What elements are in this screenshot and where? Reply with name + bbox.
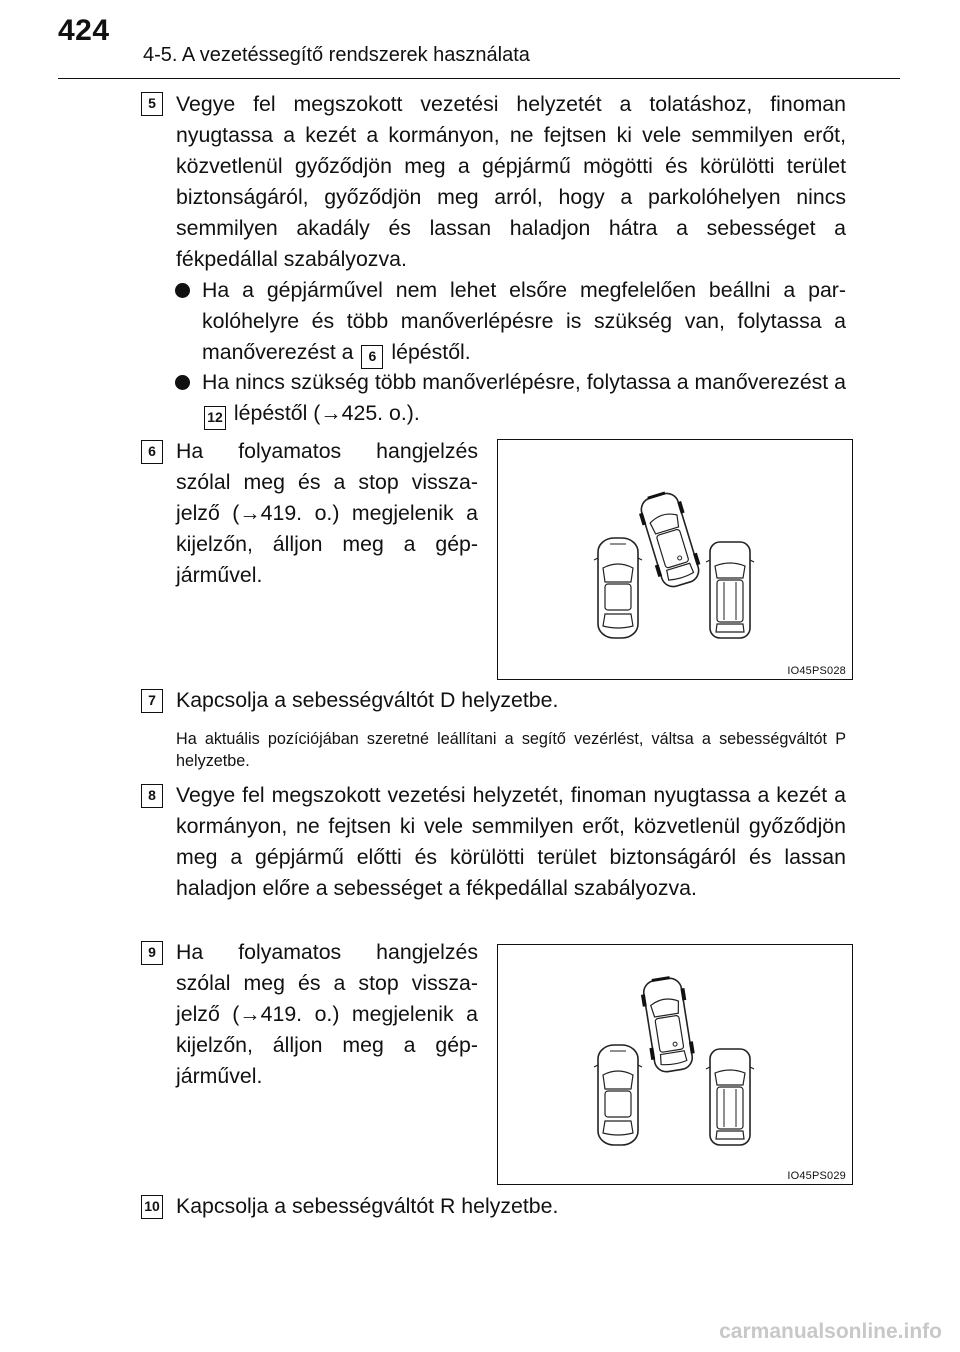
- step-8-marker: 8: [141, 784, 163, 808]
- parking-illustration-1: [498, 440, 852, 679]
- step-ref-6: 6: [361, 345, 383, 369]
- figure-parking-2: [497, 944, 853, 1185]
- page-number: 424: [58, 14, 110, 47]
- step-7-text: Kapcsolja a sebességváltót D helyzetbe.: [176, 688, 559, 712]
- step-5-marker: 5: [141, 92, 163, 116]
- step-5-bullet-2: Ha nincs szükség több manőverlépésre, folytassa a manőverezést a 12 lépéstől (→425. o.).: [202, 367, 846, 430]
- step-9-marker: 9: [141, 941, 163, 965]
- step-7-marker: 7: [141, 689, 163, 713]
- header-rule: [58, 78, 900, 79]
- step-5-bullet-1: Ha a gépjárművel nem lehet elsőre megfelelően beállni a parkolóhelyre és több manőverlépésre is szükség van, folytassa a manőverezést a 6 lépéstől.: [202, 275, 846, 369]
- step-7-note: Ha aktuális pozíciójában szeretné leállítani a segítő vezérlést, váltsa a sebességváltót P helyzetbe.: [176, 730, 846, 770]
- step-6-marker: 6: [141, 440, 163, 464]
- step-5-text: Vegye fel megszokott vezetési helyzetét a tolatáshoz, finoman nyugtassa a kezét a kormányon, ne fejtsen ki vele semmilyen erőt, közvetlenül győződjön meg a gépjármű mögötti és körülötti terület biztonságáról, győződjön meg arról, hogy a parkolóhelyen nincs semmilyen akadály és lassan haladjon hátra a sebességet a fékpedállal szabályozva.: [176, 92, 846, 271]
- step-10-text: Kapcsolja a sebességváltót R helyzetbe.: [176, 1194, 559, 1218]
- step-6-text: Ha folyamatos hangjelzés szólal meg és a stop visszajelző (→419. o.) megjelenik a kijelzőn, álljon meg a gépjárművel.: [176, 439, 478, 587]
- watermark: carmanualsonline.info: [719, 1320, 942, 1343]
- section-title: 4-5. A vezetéssegítő rendszerek használata: [143, 44, 530, 66]
- parking-illustration-2: [498, 945, 852, 1184]
- bullet-dot: [175, 283, 190, 298]
- step-10-marker: 10: [141, 1195, 163, 1219]
- step-8-text: Vegye fel megszokott vezetési helyzetét, finoman nyugtassa a kezét a kormányon, ne fejtsen ki vele semmilyen erőt, közvetlenül győződjön meg a gépjármű előtti és körülötti terület biztonságáról és lassan haladjon előre a sebességet a fékpedállal szabályozva.: [176, 783, 846, 900]
- figure-code: IO45PS028: [787, 665, 846, 677]
- figure-parking-1: [497, 439, 853, 680]
- figure-code: IO45PS029: [787, 1170, 846, 1182]
- bullet-dot: [175, 375, 190, 390]
- step-9-text: Ha folyamatos hangjelzés szólal meg és a stop visszajelző (→419. o.) megjelenik a kijelzőn, álljon meg a gépjárművel.: [176, 940, 478, 1088]
- step-ref-12: 12: [204, 406, 226, 430]
